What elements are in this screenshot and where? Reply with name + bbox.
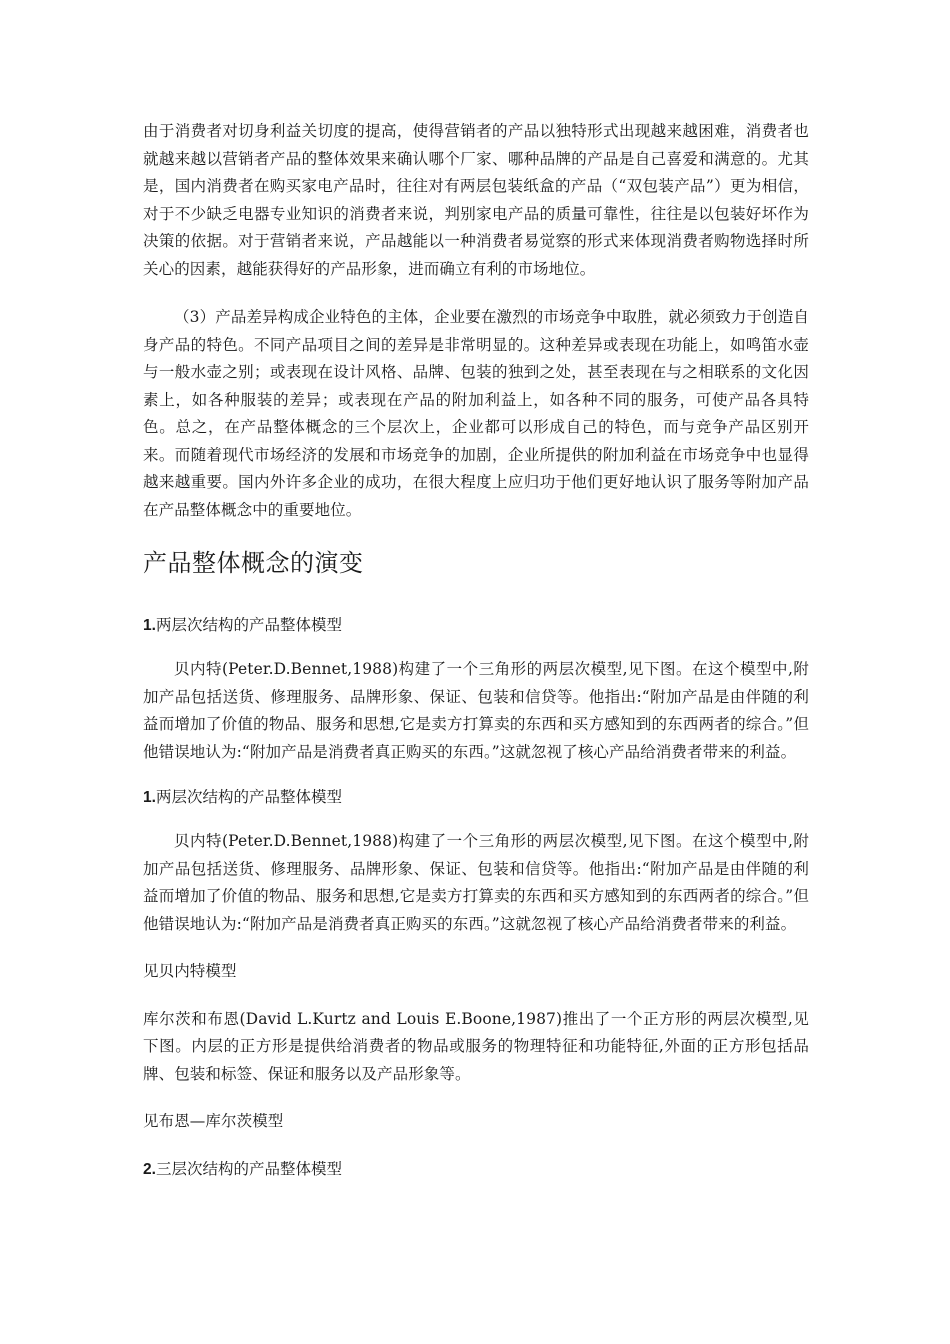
subheading-two-level-model [143,612,809,639]
subheading-number: 1. [143,789,156,806]
subheading-text: 三层次结构的产品整体模型 [155,1159,342,1178]
section-heading-evolution: 产品整体概念的演变 [143,549,364,577]
paragraph-bennet-model: 贝内特(Peter.D.Bennet,1988)构建了一个三角形的两层次模型,见下图。在这个模型中,附加产品包括送货、修理服务、品牌形象、保证、包装和信贷等。他指出:“附加产品是由伴随的利益而增加了价值的物品、服务和思想,它是卖方打算卖的东西和买方感知到的东西两者的综合。”但他错误地认为:“附加产品是消费者真正购买的东西。”这就忽视了核心产品给消费者带来的利益。 [143,660,809,761]
document-page [143,118,809,1183]
subheading-number: 1. [143,617,156,634]
subheading-text: 两层次结构的产品整体模型 [155,788,342,806]
paragraph-product-differentiation: （3）产品差异构成企业特色的主体，企业要在激烈的市场竞争中取胜，就必须致力于创造自身产品的特色。不同产品项目之间的差异是非常明显的。这种差异或表现在功能上，如鸣笛水壶与一般水壶之别；或表现在设计风格、品牌、包装的独到之处，甚至表现在与之相联系的文化因素上，如各种服装的差异；或表现在产品的附加利益上，如各种不同的服务，可使产品各具特色。总之，在产品整体概念的三个层次上，企业都可以形成自己的特色，而与竞争产品区别开来。而随着现代市场经济的发展和市场竞争的加剧，企业所提供的附加利益在市场竞争中也显得越来越重要。国内外许多企业的成功，在很大程度上应归功于他们更好地认识了服务等附加产品在产品整体概念中的重要地位。 [143,308,809,519]
paragraph-see-boone-kurtz-model: 见布恩—库尔茨模型 [143,1112,284,1130]
paragraph-see-bennet-model: 见贝内特模型 [143,962,237,980]
paragraph-bennet-model-repeat: 贝内特(Peter.D.Bennet,1988)构建了一个三角形的两层次模型,见下图。在这个模型中,附加产品包括送货、修理服务、品牌形象、保证、包装和信贷等。他指出:“附加产品是由伴随的利益而增加了价值的物品、服务和思想,它是卖方打算卖的东西和买方感知到的东西两者的综合。”但他错误地认为:“附加产品是消费者真正购买的东西。”这就忽视了核心产品给消费者带来的利益。 [143,832,809,933]
subheading-two-level-model-repeat [143,784,809,811]
subheading-number: 2. [143,1160,156,1178]
paragraph-kurtz-boone-model: 库尔茨和布恩(David L.Kurtz and Louis E.Boone,1987)推出了一个正方形的两层次模型,见下图。内层的正方形是提供给消费者的物品或服务的物理特征和功能特征,外面的正方形包括品牌、包装和标签、保证和服务以及产品形象等。 [143,1009,809,1083]
paragraph-consumer-perception: 由于消费者对切身利益关切度的提高，使得营销者的产品以独特形式出现越来越困难，消费者也就越来越以营销者产品的整体效果来确认哪个厂家、哪种品牌的产品是自己喜爱和满意的。尤其是，国内消费者在购买家电产品时，往往对有两层包装纸盒的产品（“双包装产品”）更为相信，对于不少缺乏电器专业知识的消费者来说，判别家电产品的质量可靠性，往往是以包装好坏作为决策的依据。对于营销者来说，产品越能以一种消费者易觉察的形式来体现消费者购物选择时所关心的因素，越能获得好的产品形象，进而确立有利的市场地位。 [143,122,809,278]
subheading-text: 两层次结构的产品整体模型 [155,616,342,634]
subheading-three-level-model [143,1156,809,1183]
